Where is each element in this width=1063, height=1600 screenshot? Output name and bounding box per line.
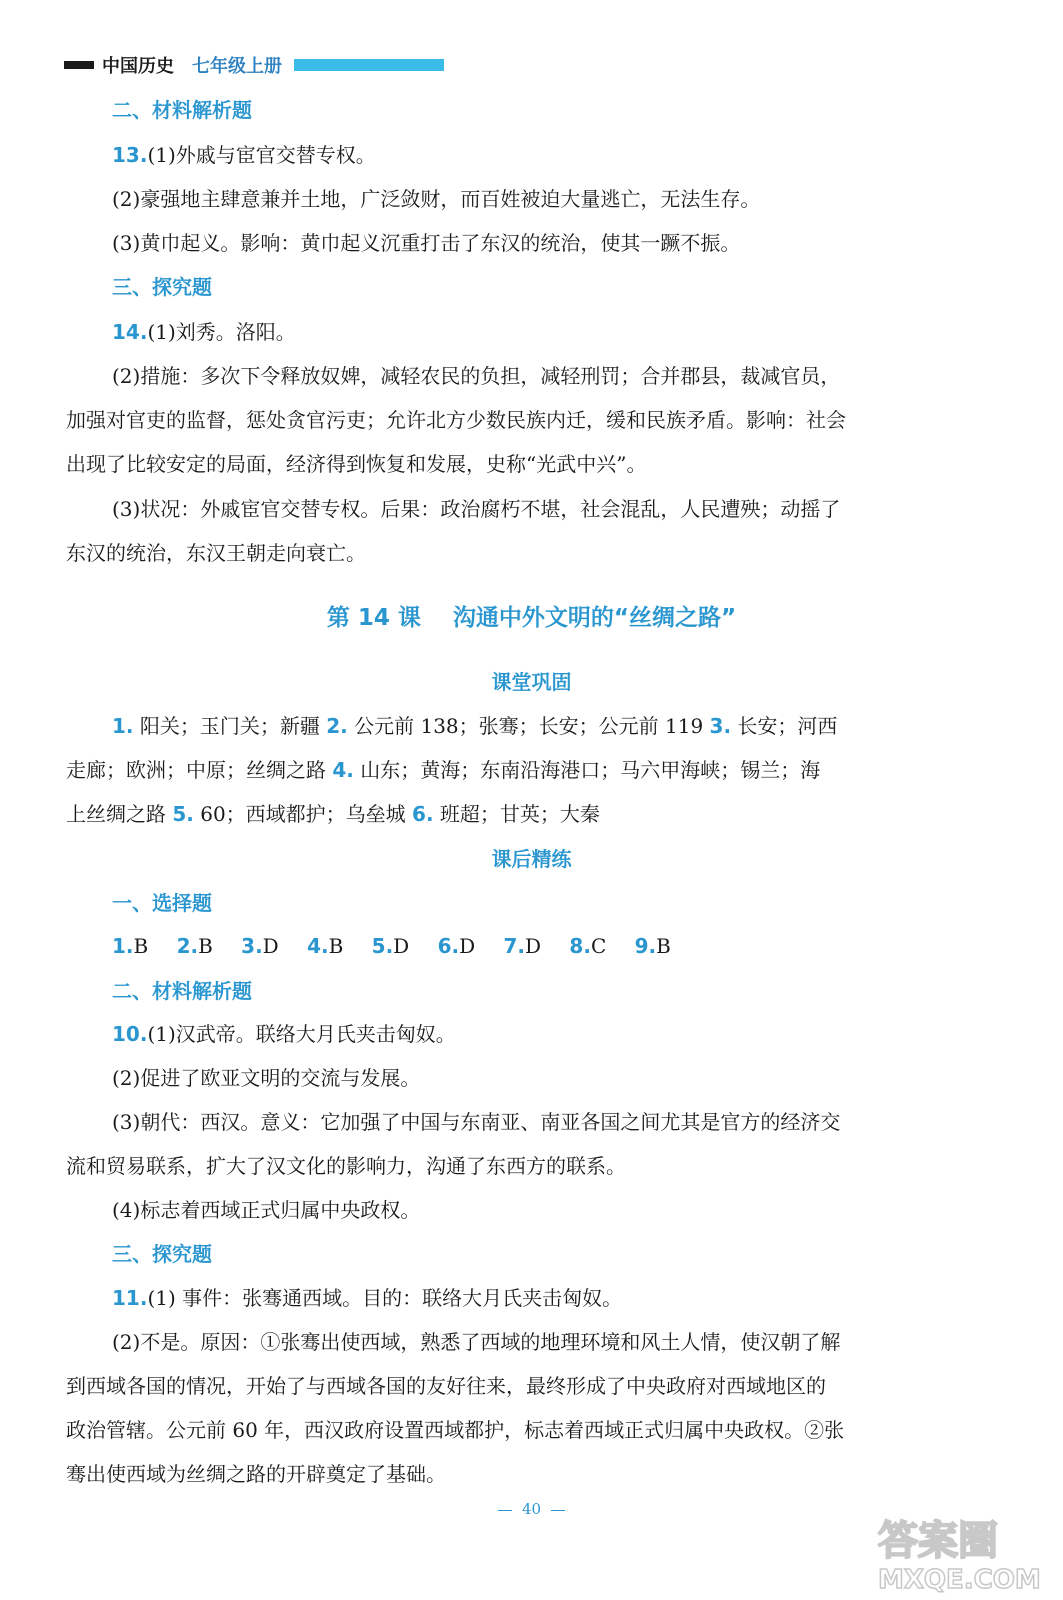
answer-line [112,1283,622,1313]
header-subject: 中国历史 [102,56,174,77]
question-number: 13. [112,143,148,167]
answer-text: 走廊；欧洲；中原；丝绸之路 [66,758,333,782]
watermark-logo-icon [872,1508,1042,1594]
question-number: 4. [332,758,354,782]
answer-text: 60；西域都护；乌垒城 [193,802,413,826]
header-bar-icon [64,61,94,69]
answer-line: (2)豪强地主肆意兼并土地，广泛敛财，而百姓被迫大量逃亡，无法生存。 [112,187,761,211]
section-heading: 一、选择题 [112,891,212,915]
answer-line [112,317,296,347]
choice-item: 6.D [437,934,476,958]
choice-item: 5.D [371,934,410,958]
fill-answer-line [112,711,837,741]
question-number: 10. [112,1022,148,1046]
question-number: 5. [172,802,194,826]
question-number: 3. [709,714,732,738]
question-number: 1. [112,714,134,738]
answer-line: 流和贸易联系，扩大了汉文化的影响力，沟通了东西方的联系。 [66,1154,626,1178]
section-heading: 三、探究题 [112,1242,212,1266]
choice-item: 7.D [503,934,542,958]
lesson-title [0,601,1063,635]
answer-text: (1)刘秀。洛阳。 [147,320,296,344]
lesson-number: 第 14 课 [326,605,421,631]
section-heading: 三、探究题 [112,275,212,299]
answer-line: 东汉的统治，东汉王朝走向衰亡。 [66,541,366,565]
answer-line: 骞出使西域为丝绸之路的开辟奠定了基础。 [66,1462,446,1486]
subsection-heading: 课堂巩固 [491,670,572,694]
watermark-bottom: MXQE.COM [878,1565,1041,1594]
answer-line: (3)状况：外戚宦官交替专权。后果：政治腐朽不堪，社会混乱，人民遭殃；动摇了 [112,497,841,521]
answer-text: (1)汉武帝。联络大月氏夹击匈奴。 [147,1022,456,1046]
answer-text: 山东；黄海；东南沿海港口；马六甲海峡；锡兰；海 [353,758,821,782]
answer-text: (1)外戚与宦官交替专权。 [147,143,376,167]
watermark-top: 答案圈 [878,1518,998,1564]
choice-item: 3.D [241,934,279,958]
section-heading: 二、材料解析题 [112,979,252,1003]
answer-line: (3)朝代：西汉。意义：它加强了中国与东南亚、南亚各国之间尤其是官方的经济交 [112,1110,841,1134]
answer-text: (1) 事件：张骞通西域。目的：联络大月氏夹击匈奴。 [147,1286,623,1310]
answer-line: 出现了比较安定的局面，经济得到恢复和发展，史称“光武中兴”。 [66,452,647,476]
choice-item: 9.B [634,934,671,958]
answer-line: (2)措施：多次下令释放奴婢，减轻农民的负担，减轻刑罚；合并郡县，裁减官员， [112,364,841,388]
answer-line: (2)不是。原因：①张骞出使西域，熟悉了西域的地理环境和风土人情，使汉朝了解 [112,1330,841,1354]
answer-line: 政治管辖。公元前 60 年，西汉政府设置西域都护，标志着西域正式归属中央政权。②张 [66,1418,845,1442]
choice-item: 1.B [112,934,149,958]
page-header [64,52,464,78]
answer-line: (3)黄巾起义。影响：黄巾起义沉重打击了东汉的统治，使其一蹶不振。 [112,231,741,255]
question-number: 2. [326,714,348,738]
header-band [294,59,444,71]
answer-text: 班超；甘英；大秦 [433,802,600,826]
subsection-heading: 课后精练 [491,847,572,871]
answer-line: 到西域各国的情况，开始了与西域各国的友好往来，最终形成了中央政府对西域地区的 [66,1374,826,1398]
answer-line: (4)标志着西域正式归属中央政权。 [112,1198,421,1222]
choice-item: 4.B [307,934,344,958]
section-heading: 二、材料解析题 [112,98,252,122]
answer-text: 公元前 138；张骞；长安；公元前 119 [347,714,710,738]
question-number: 11. [112,1286,148,1310]
fill-answer-line [66,799,600,829]
answer-text: 长安；河西 [731,714,838,738]
page-number-text: 40 [521,1500,542,1518]
answer-line: (2)促进了欧亚文明的交流与发展。 [112,1066,421,1090]
question-number: 14. [112,320,148,344]
fill-answer-line [66,755,820,785]
answer-text: 阳关；玉门关；新疆 [133,714,327,738]
question-number: 6. [412,802,434,826]
answer-line: 加强对官吏的监督，惩处贪官污吏；允许北方少数民族内迁，缓和民族矛盾。影响：社会 [66,408,846,432]
answer-line [112,140,376,170]
answer-line [112,1019,456,1049]
choice-item: 8.C [569,934,607,958]
choice-answers [112,931,693,961]
answer-text: 上丝绸之路 [66,802,173,826]
lesson-name: 沟通中外文明的“丝绸之路” [452,605,737,631]
header-grade: 七年级上册 [192,56,282,77]
choice-item: 2.B [176,934,213,958]
